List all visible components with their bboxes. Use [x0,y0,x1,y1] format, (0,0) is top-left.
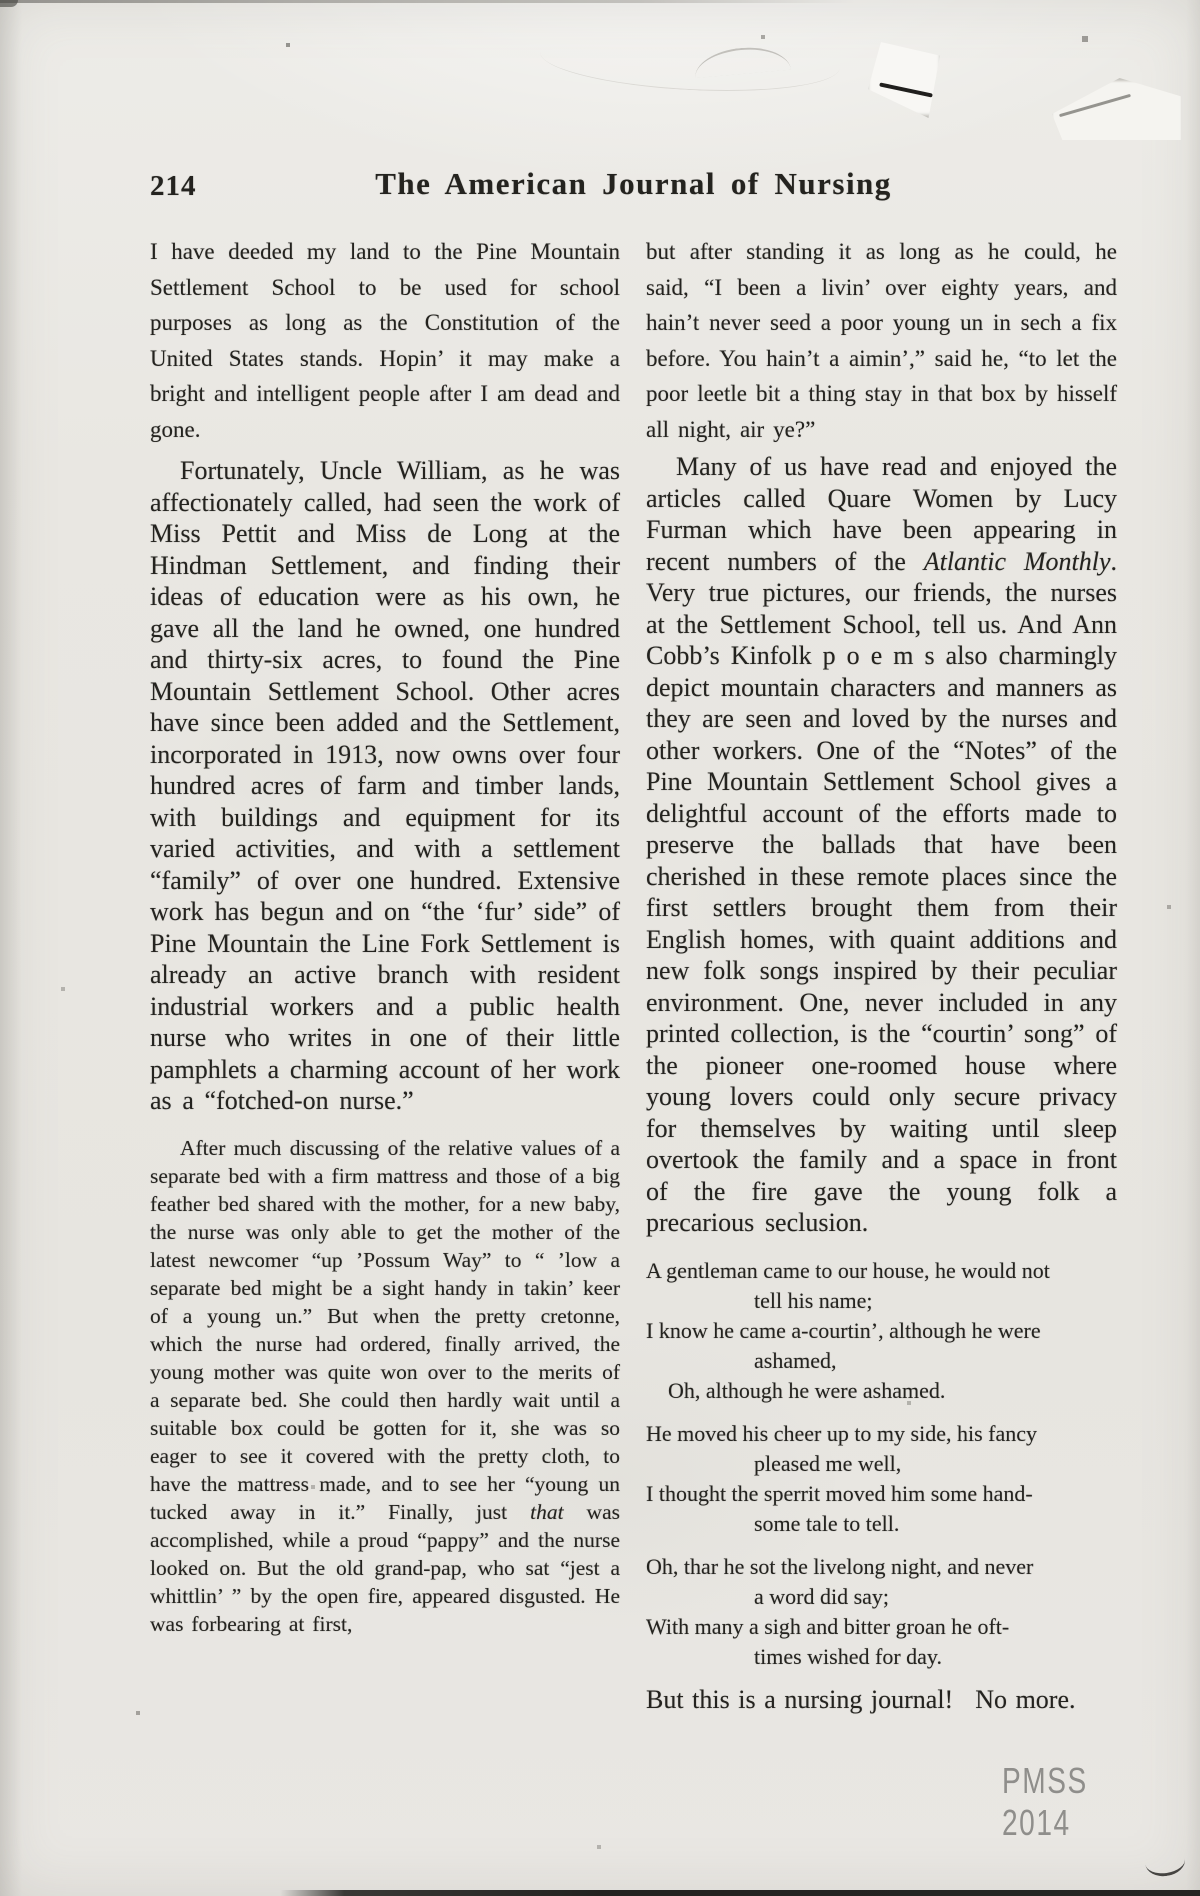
scan-edge-bottom [280,1890,1200,1896]
paper-specks [0,0,2,2]
journal-title: The American Journal of Nursing [375,166,892,201]
verse-line: I know he came a-courtin’, although he were [646,1317,1041,1343]
excerpt-text: After much discussing of the relative values of a separate bed with a firm mattress and those of a big feather bed shared with the mother, for a new baby, the nurse was only able to get the mother of the latest newcomer “up ’Possum Way” to “ ’low a separate bed might be a sight handy in takin’ keer of a young un.” But when the pretty cretonne, which the nurse had ordered, finally arrived, the young mother was quite won over to the merits of a separate bed. She could then hardly wait until a suitable box could be gotten for it, she was so eager to see it covered with the pretty cloth, to have the mattress made, and to see her “young un tucked away in it.” Finally, just [150,1135,620,1524]
excerpt-text: was accomplished, while a proud “pappy” and the nurse looked on. But the old grand-pap, who sat “jest a whittlin’ ” by the open fire, appeared disgusted. He was forbearing at first, [150,1499,620,1636]
excerpt-italic-word: that [530,1499,564,1524]
verse-line: I thought the sperrit moved him some hand- [646,1480,1033,1506]
paper-crease [539,22,842,98]
closing-line [646,1685,1117,1715]
page-header [150,166,1117,210]
body-paragraph: Fortunately, Uncle William, as he was affectionately called, had seen the work of Miss Pettit and Miss de Long at the Hindman Settlement, and finding their ideas of education were as his own, he gave all the land he owned, one hundred and thirty-six acres, to found the Pine Mountain Settlement School. Other acres have since been added and the Settlement, incorporated in 1913, now owns over four hundred acres of farm and timber lands, with buildings and equipment for its varied activities, and with a settlement “family” of over one hundred. Extensive work has begun and on “the ‘fur’ side” of Pine Mountain the Line Fork Settlement is already an active branch with resident industrial workers and a public health nurse who writes in one of their little pamphlets a charming account of her work as a “fotched-on nurse.” [150,456,620,1115]
closing-text: But this is a nursing journal! [646,1684,954,1714]
verse-stanza [646,1552,1117,1672]
body-text: . Very true pictures, our friends, the nurses at the Settlement School, tell us. And Ann Cobb’s Kinfolk p o e m s also charmingly depict mountain characters and manners as they are seen and loved by the nurses and other workers. One of the “Notes” of the Pine Mountain Settlement School gives a delightful account of the efforts made to preserve the ballads that have been cherished in these remote places since the first settlers brought them from their English homes, with quaint additions and new folk songs inspired by their peculiar environment. One, never included in any printed collection, is the “courtin’ song” of the pioneer one-roomed house where young lovers could only secure privacy for themselves by waiting until sleep overtook the family and a space in front of the fire gave the young folk a precarious seclusion. [646,546,1117,1237]
verse-line: A gentleman came to our house, he would not [646,1257,1050,1283]
verse-line-continuation: ashamed, [754,1347,837,1373]
quote-paragraph: I have deeded my land to the Pine Mountain Settlement School to be used for school purposes as long as the Constitution of the United States stands. Hopin’ it may make a bright and intelligent people after I am dead and gone. [150,239,620,442]
verse-line-continuation: some tale to tell. [754,1510,900,1536]
paper-tear [1052,78,1182,140]
paper-tear [868,42,940,118]
verse-line: With many a sigh and bitter groan he oft- [646,1613,1010,1639]
ink-squiggle [1145,1857,1187,1878]
verse-line: He moved his cheer up to my side, his fancy [646,1420,1038,1446]
scan-corner-mark [0,0,18,7]
verse-line: Oh, thar he sot the livelong night, and never [646,1553,1034,1579]
right-column [646,234,1117,1715]
closing-text-end: No more. [975,1684,1076,1714]
courting-song-verse [646,1256,1117,1672]
verse-line-continuation: times wished for day. [754,1643,942,1669]
verse-line: Oh, although he were ashamed. [668,1377,946,1403]
verse-stanza [646,1256,1117,1406]
body-text: Many of us have read and enjoyed the articles called Quare Women by Lucy Furman which have been appearing in recent numbers of the [646,452,1117,576]
verse-line-continuation: tell his name; [754,1287,873,1313]
archive-watermark: PMSS 2014 [1002,1760,1088,1843]
verse-line-continuation: a word did say; [754,1583,890,1609]
scan-edge-top [0,0,855,3]
verse-stanza [646,1419,1117,1539]
quote-paragraph: but after standing it as long as he could, he said, “I been a livin’ over eighty years, and hain’t never seed a poor young un in sech a fix before. You hain’t a aimin’,” said he, “to let the poor leetle bit a thing stay in that box by hisself all night, air ye?” [646,239,1117,442]
excerpt-paragraph [150,1134,620,1638]
left-column [150,234,620,1638]
publication-name-italic: Atlantic Monthly [923,546,1111,576]
body-paragraph [646,451,1117,1239]
page-number: 214 [150,170,197,202]
verse-line-continuation: pleased me well, [754,1450,902,1476]
